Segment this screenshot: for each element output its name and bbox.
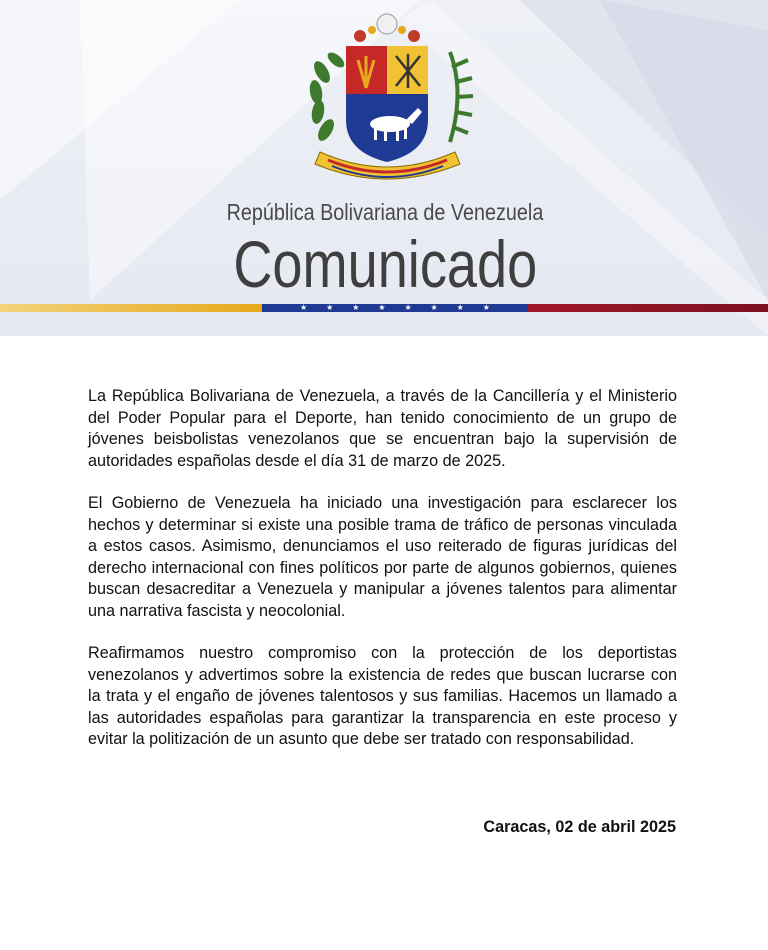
palm-branch-icon	[450, 52, 473, 142]
paragraph-1: La República Bolivariana de Venezuela, a través de la Cancillería y el Ministerio del Poder Popular para el Deporte, han tenido conocimiento de un grupo de jóvenes beisbolistas venezolanos que se encuentran bajo la supervisión de autoridades españolas desde el día 31 de marzo de 2025.	[88, 387, 677, 470]
stars-row	[300, 303, 490, 313]
star-icon: ★	[326, 303, 334, 312]
document-title: Comunicado	[233, 227, 538, 301]
coat-of-arms-emblem	[300, 12, 475, 192]
star-icon: ★	[300, 303, 308, 312]
country-name: República Bolivariana de Venezuela	[226, 199, 544, 225]
shield-icon	[346, 46, 428, 162]
star-icon: ★	[456, 303, 464, 312]
star-icon: ★	[352, 303, 360, 312]
olive-branch-icon	[308, 50, 347, 144]
communique-body	[88, 386, 677, 772]
document-header	[0, 0, 768, 336]
place-and-date: Caracas, 02 de abril 2025	[483, 818, 676, 836]
stripe-red	[528, 304, 768, 312]
paragraph-3: Reafirmamos nuestro compromiso con la protección de los deportistas venezolanos y advertimos sobre la existencia de redes que buscan lucrarse con la trata y el engaño de jóvenes talentosos y sus familias. Hacemos un llamado a las autoridades españolas para garantizar la transparencia en este proceso y evitar la politización de un asunto que debe ser tratado con responsabilidad.	[88, 644, 677, 748]
flower-crest-icon	[354, 14, 420, 42]
star-icon: ★	[430, 303, 438, 312]
stripe-yellow	[0, 304, 262, 312]
paragraph-2: El Gobierno de Venezuela ha iniciado una investigación para esclarecer los hechos y determinar si existe una posible trama de tráfico de personas vinculada a estos casos. Asimismo, denunciamos el uso reiterado de figuras jurídicas del derecho internacional con fines políticos por parte de algunos gobiernos, quienes buscan desacreditar a Venezuela y manipular a jóvenes talentos para alimentar una narrativa fascista y neocolonial.	[88, 494, 677, 620]
star-icon: ★	[404, 303, 412, 312]
star-icon: ★	[482, 303, 490, 312]
flag-stripe	[0, 304, 768, 312]
star-icon: ★	[378, 303, 386, 312]
